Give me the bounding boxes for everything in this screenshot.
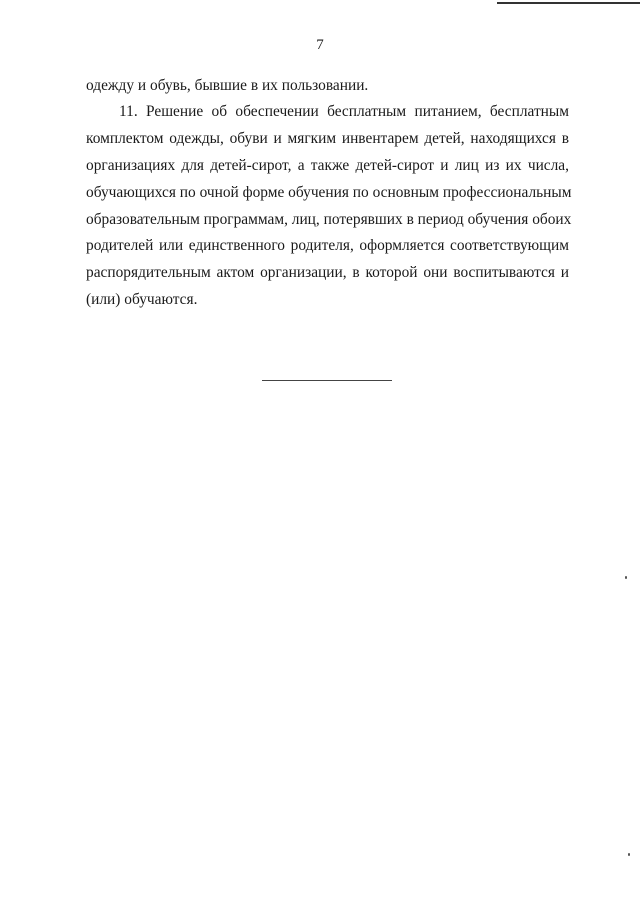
text-line-1: одежду и обувь, бывшие в их пользовании. (86, 77, 369, 94)
scan-edge-line (497, 2, 640, 4)
closing-rule (262, 380, 392, 381)
text-line-8: распорядительным актом организации, в которой они воспитываются и (86, 264, 569, 281)
page-number: 7 (316, 37, 324, 53)
text-line-5: обучающихся по очной форме обучения по основным профессиональным (86, 184, 572, 201)
text-line-3: комплектом одежды, обуви и мягким инвентарем детей, находящихся в (86, 130, 569, 147)
paragraph-11-first-line: 11. Решение об обеспечении бесплатным питанием, бесплатным (119, 103, 569, 120)
text-line-9: (или) обучаются. (86, 291, 198, 308)
scan-speck (625, 576, 627, 579)
text-line-4: организациях для детей-сирот, а также детей-сирот и лиц из их числа, (86, 157, 569, 174)
text-line-6: образовательным программам, лиц, потерявших в период обучения обоих (86, 211, 572, 228)
scan-speck (628, 853, 630, 856)
text-line-7: родителей или единственного родителя, оформляется соответствующим (86, 237, 569, 254)
